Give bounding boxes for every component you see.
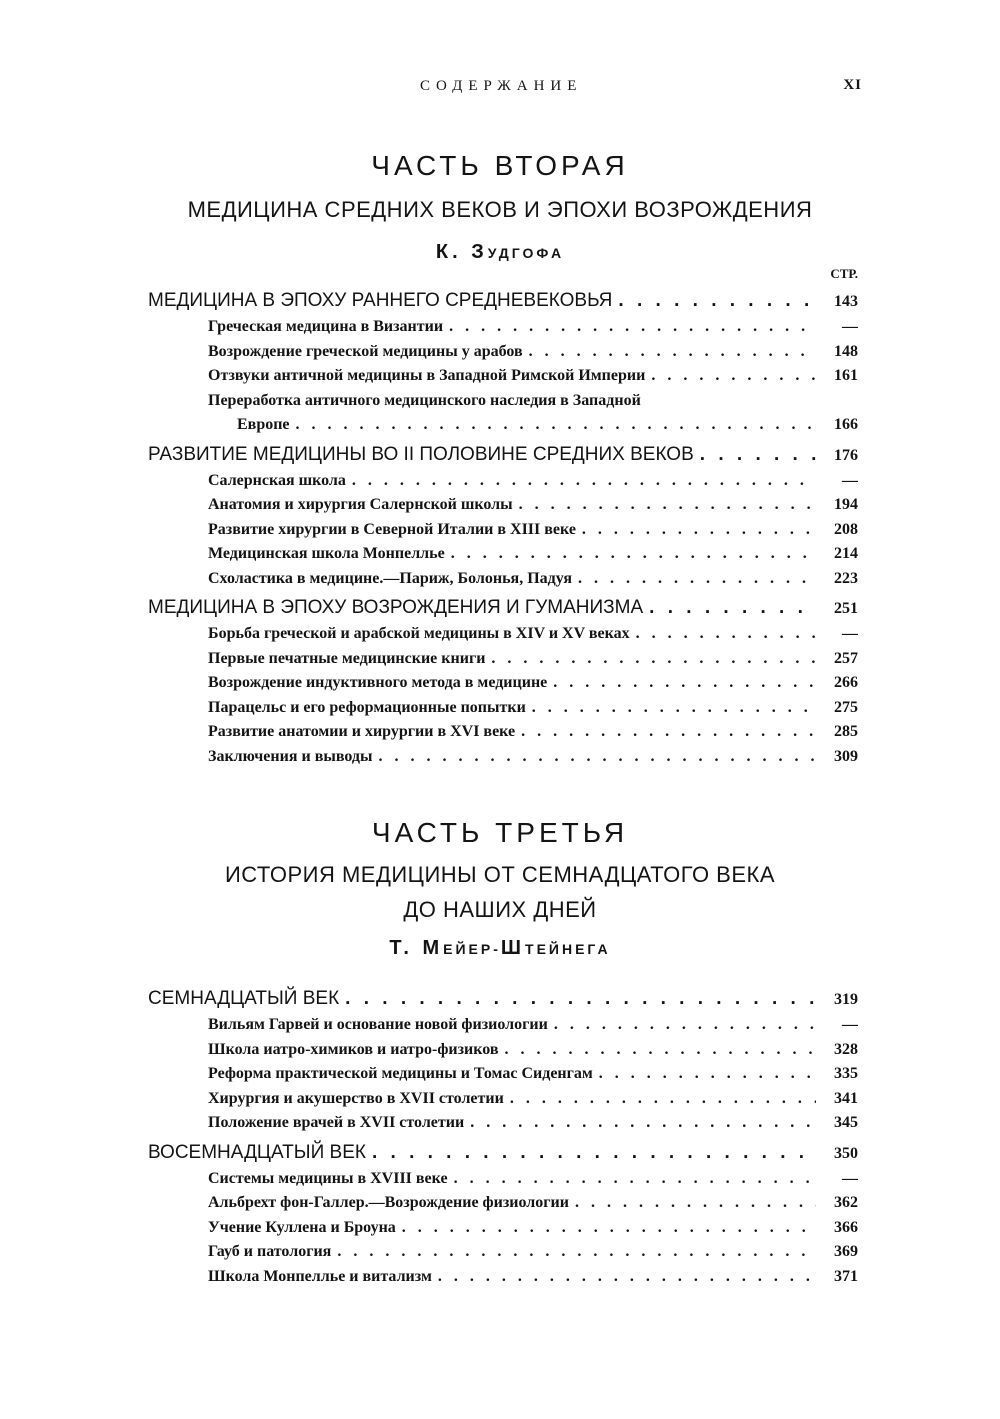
toc-entry-title: Первые печатные медицинские книги — [208, 649, 486, 667]
toc-page-number: 176 — [834, 446, 858, 464]
dot-leader — [521, 720, 816, 745]
running-head — [0, 78, 1000, 102]
toc-entry-title: Возрождение индуктивного метода в медицине — [208, 674, 548, 691]
dot-leader — [352, 469, 816, 494]
toc-page-number: 328 — [834, 1040, 858, 1058]
toc-subentry — [148, 413, 858, 438]
toc-page-number: 266 — [834, 674, 858, 691]
toc-subentry — [148, 389, 858, 414]
toc-page-number: — — [842, 318, 858, 335]
toc-subentry — [148, 1038, 858, 1063]
toc-entry-title: РАЗВИТИЕ МЕДИЦИНЫ ВО II ПОЛОВИНЕ СРЕДНИХ ВЕКОВ — [148, 443, 694, 465]
toc-entry-title: Анатомия и хирургия Салернской школы — [208, 496, 513, 513]
dot-leader — [553, 671, 816, 696]
dot-leader — [519, 493, 816, 518]
dot-leader — [618, 286, 816, 315]
dot-leader — [337, 1240, 816, 1265]
toc-entry-title: МЕДИЦИНА В ЭПОХУ РАННЕГО СРЕДНЕВЕКОВЬЯ — [148, 290, 613, 311]
toc-entry-title: Европе — [237, 416, 290, 433]
toc-entry-title: Школа Монпеллье и витализм — [208, 1267, 432, 1285]
toc-page-number: 362 — [834, 1194, 858, 1211]
dot-leader — [532, 696, 816, 721]
running-head-page-number: XI — [843, 77, 862, 93]
toc-page-number: 275 — [834, 698, 858, 716]
toc-page-number: — — [842, 1169, 858, 1187]
toc-section-entry — [148, 440, 858, 469]
toc-entry-title: Борьба греческой и арабской медицины в XIV и XV веках — [208, 625, 630, 642]
toc-page-number: 166 — [834, 416, 858, 433]
toc-entry-title: Заключения и выводы — [208, 747, 373, 765]
dot-leader — [636, 622, 816, 647]
dot-leader — [649, 593, 816, 622]
author-initial: Т. — [389, 937, 413, 959]
toc-section-entry — [148, 1138, 858, 1167]
dot-leader — [345, 984, 816, 1013]
dot-leader — [470, 1111, 816, 1136]
toc-subentry — [148, 696, 858, 721]
toc-subentry — [148, 1191, 858, 1216]
dot-leader — [438, 1265, 816, 1290]
dot-leader — [402, 1216, 816, 1241]
author-surname-rest: ТЕЙНЕГА — [525, 941, 611, 957]
toc-subentry — [148, 542, 858, 567]
toc-page-number: 194 — [834, 496, 858, 513]
toc-subentry — [148, 340, 858, 365]
toc-subentry — [148, 1087, 858, 1112]
toc-page-number: 223 — [834, 569, 858, 587]
toc-entry-title: МЕДИЦИНА В ЭПОХУ ВОЗРОЖДЕНИЯ И ГУМАНИЗМА — [148, 597, 644, 618]
part-three-author — [0, 932, 1000, 965]
toc-section-entry — [148, 593, 858, 622]
part-two-header — [0, 150, 1000, 269]
toc-section-entry — [148, 984, 858, 1013]
dot-leader — [491, 647, 816, 672]
toc-entry-title: Греческая медицина в Византии — [208, 318, 444, 335]
toc-entry-title: Системы медицины в XVIII веке — [208, 1169, 448, 1187]
toc-subentry — [148, 622, 858, 647]
author-surname-rest: УДГОФА — [487, 245, 565, 261]
dot-leader — [578, 567, 816, 592]
toc-subentry — [148, 567, 858, 592]
dot-leader — [510, 1087, 816, 1112]
toc-page-number: 369 — [834, 1243, 858, 1260]
toc-subentry — [148, 745, 858, 770]
toc-section-entry — [148, 286, 858, 315]
toc-entry-title: Парацельс и его реформационные попытки — [208, 698, 526, 716]
toc-subentry — [148, 1216, 858, 1241]
part-three-title-line1: ИСТОРИЯ МЕДИЦИНЫ ОТ СЕМНАДЦАТОГО ВЕКА — [224, 862, 776, 887]
dot-leader — [529, 340, 816, 365]
dot-leader — [554, 1013, 816, 1038]
toc-subentry — [148, 720, 858, 745]
dot-leader — [296, 413, 816, 438]
toc-entry-title: Альбрехт фон-Галлер.—Возрождение физиологии — [208, 1194, 569, 1211]
toc-page-number: 143 — [834, 293, 858, 310]
page-column-label: СТР. — [830, 266, 858, 281]
toc-subentry — [148, 469, 858, 494]
dot-leader — [700, 440, 816, 469]
toc-page-number: 319 — [834, 991, 858, 1008]
toc-entry-title: Гауб и патология — [208, 1243, 332, 1260]
part-two-author — [0, 236, 1000, 269]
toc-page-number: 371 — [834, 1267, 858, 1285]
toc-entry-title: ВОСЕМНАДЦАТЫЙ ВЕК — [148, 1141, 366, 1163]
toc-subentry — [148, 647, 858, 672]
toc-page-number: — — [842, 1016, 858, 1033]
toc-entry-title: Положение врачей в XVII столетии — [208, 1114, 465, 1131]
toc-page-number: 251 — [834, 600, 858, 617]
toc-subentry — [148, 671, 858, 696]
toc-page-number: 285 — [834, 723, 858, 740]
toc-subentry — [148, 1111, 858, 1136]
part-two-heading: ЧАСТЬ ВТОРАЯ — [371, 150, 629, 181]
dot-leader — [449, 315, 816, 340]
toc-entry-title: Школа иатро-химиков и иатро-физиков — [208, 1040, 499, 1058]
toc-page-number: 214 — [834, 545, 858, 562]
toc-page-number: 148 — [834, 342, 858, 360]
dot-leader — [651, 364, 816, 389]
toc-subentry — [148, 518, 858, 543]
toc-subentry — [148, 1265, 858, 1290]
toc-entry-title: Переработка античного медицинского наследия в Западной — [208, 391, 641, 409]
toc-page-number: — — [842, 625, 858, 642]
toc-entry-title: Реформа практической медицины и Томас Сиденгам — [208, 1065, 593, 1082]
toc-page-number: 366 — [834, 1218, 858, 1236]
toc-subentry — [148, 1013, 858, 1038]
toc-page-number: 257 — [834, 649, 858, 667]
toc-subentry — [148, 493, 858, 518]
toc-page-number: 208 — [834, 520, 858, 538]
toc-entry-title: Возрождение греческой медицины у арабов — [208, 342, 523, 360]
toc-entry-title: Салернская школа — [208, 471, 346, 489]
dot-leader — [454, 1167, 816, 1192]
author-first-letter: З — [471, 241, 488, 263]
toc-page-number: 345 — [834, 1114, 858, 1131]
dot-leader — [599, 1062, 816, 1087]
part-three-toc — [148, 982, 858, 1289]
toc-subentry — [148, 315, 858, 340]
toc-entry-title: Вильям Гарвей и основание новой физиологии — [208, 1016, 548, 1033]
toc-entry-title: Развитие анатомии и хирургии в XVI веке — [208, 723, 516, 740]
toc-page-number: 161 — [834, 367, 858, 384]
dot-leader — [505, 1038, 816, 1063]
part-two-toc — [148, 284, 858, 769]
author-first-letter: М — [422, 937, 444, 959]
part-three-title-line2: ДО НАШИХ ДНЕЙ — [403, 897, 597, 922]
toc-subentry — [148, 364, 858, 389]
part-three-heading: ЧАСТЬ ТРЕТЬЯ — [371, 817, 629, 848]
toc-entry-title: СЕМНАДЦАТЫЙ ВЕК — [148, 988, 340, 1009]
dot-leader — [575, 1191, 816, 1216]
toc-entry-title: Отзвуки античной медицины в Западной Римской Империи — [208, 367, 646, 384]
toc-subentry — [148, 1062, 858, 1087]
toc-subentry — [148, 1167, 858, 1192]
author-name-middle: ЕЙЕР- — [443, 941, 501, 957]
part-two-title: МЕДИЦИНА СРЕДНИХ ВЕКОВ И ЭПОХИ ВОЗРОЖДЕНИЯ — [187, 197, 813, 222]
toc-entry-title: Медицинская школа Монпеллье — [208, 545, 445, 562]
running-head-title: СОДЕРЖАНИЕ — [420, 78, 583, 94]
dot-leader — [372, 1138, 816, 1167]
author-second-initial: Ш — [500, 937, 526, 959]
toc-page-number: 350 — [834, 1144, 858, 1162]
toc-entry-title: Развитие хирургии в Северной Италии в XIII веке — [208, 520, 576, 538]
toc-subentry — [148, 1240, 858, 1265]
toc-page-number: 309 — [834, 747, 858, 765]
dot-leader — [378, 745, 816, 770]
toc-entry-title: Хирургия и акушерство в XVII столетии — [208, 1089, 504, 1107]
author-initial: К. — [435, 241, 462, 263]
toc-entry-title: Схоластика в медицине.—Париж, Болонья, Падуя — [208, 569, 573, 587]
toc-page-number: 341 — [834, 1089, 858, 1107]
toc-page-number: — — [842, 471, 858, 489]
toc-page-number: 335 — [834, 1065, 858, 1082]
dot-leader — [582, 518, 816, 543]
toc-entry-title: Учение Куллена и Броуна — [208, 1218, 396, 1236]
dot-leader — [451, 542, 816, 567]
part-three-header — [0, 817, 1000, 965]
